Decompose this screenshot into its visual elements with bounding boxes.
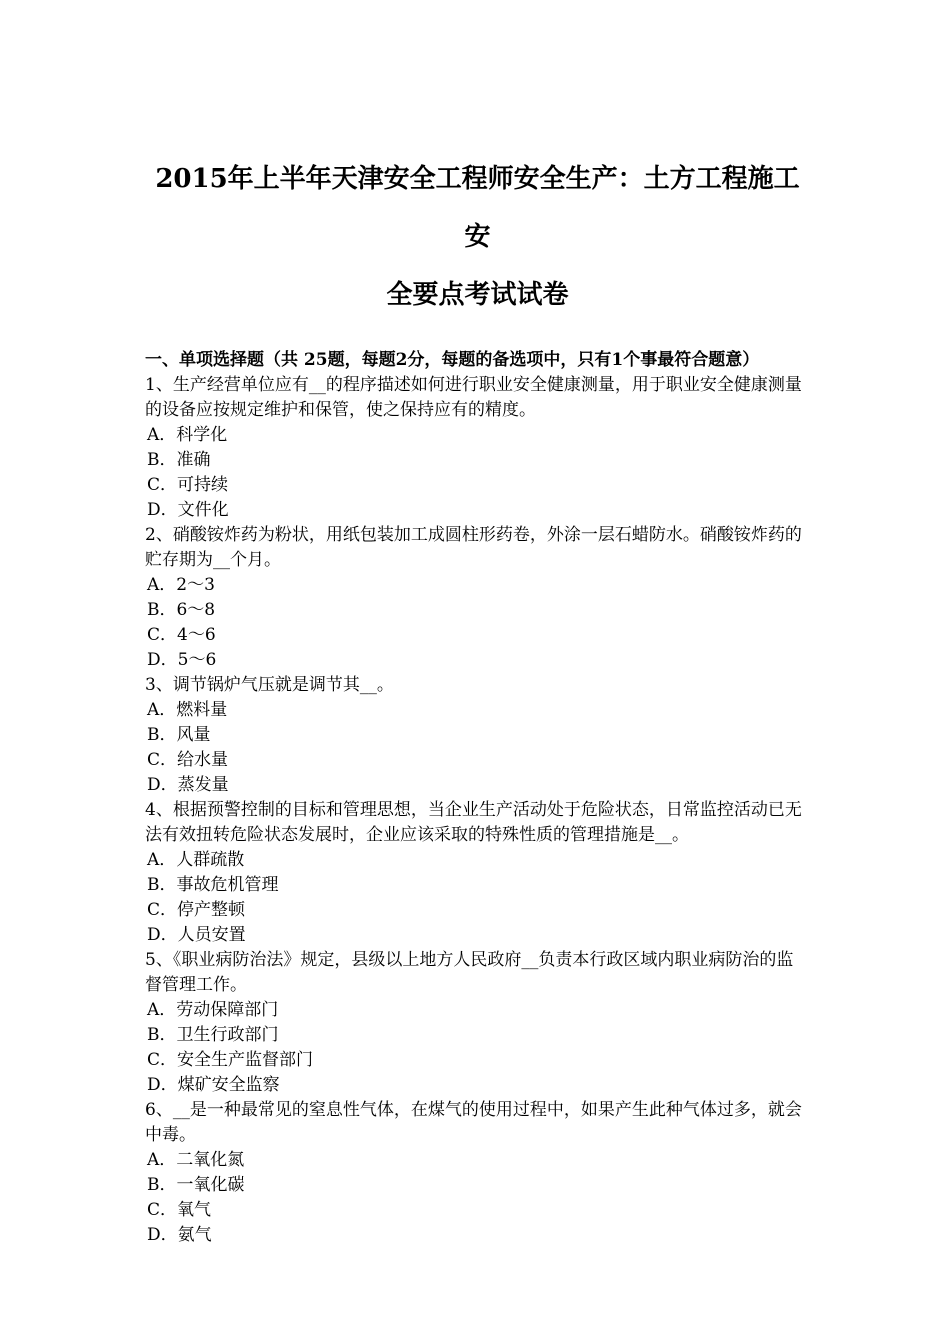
option-a: A．二氧化氮	[147, 1150, 245, 1170]
question-stem: 5、《职业病防治法》规定，县级以上地方人民政府__负责本行政区域内职业病防治的监督管理工作。	[145, 950, 794, 995]
title-line-2: 全要点考试试卷	[386, 280, 569, 310]
option-c: C．给水量	[147, 750, 229, 770]
question-6	[145, 1098, 810, 1248]
option-a: A．科学化	[147, 425, 228, 445]
option-b: B．风量	[147, 725, 211, 745]
option-a: A．人群疏散	[147, 850, 245, 870]
option-d: D．文件化	[147, 500, 229, 520]
option-c: C．可持续	[147, 475, 229, 495]
option-c: C．安全生产监督部门	[147, 1050, 314, 1070]
question-stem: 6、__是一种最常见的窒息性气体，在煤气的使用过程中，如果产生此种气体过多，就会中毒。	[145, 1100, 802, 1145]
question-3	[145, 673, 810, 798]
question-stem: 2、硝酸铵炸药为粉状，用纸包装加工成圆柱形药卷，外涂一层石蜡防水。硝酸铵炸药的贮存期为__个月。	[145, 525, 802, 570]
title-line-1: 2015年上半年天津安全工程师安全生产：土方工程施工安	[155, 164, 800, 252]
question-stem: 3、调节锅炉气压就是调节其__。	[145, 675, 394, 695]
option-d: D．氨气	[147, 1225, 212, 1245]
exam-title	[145, 150, 810, 324]
question-stem: 1、生产经营单位应有__的程序描述如何进行职业安全健康测量，用于职业安全健康测量的设备应按规定维护和保管，使之保持应有的精度。	[145, 375, 802, 420]
option-b: B．一氧化碳	[147, 1175, 245, 1195]
option-d: D．人员安置	[147, 925, 246, 945]
option-a: A．2～3	[147, 575, 215, 595]
option-c: C．停产整顿	[147, 900, 246, 920]
question-stem: 4、根据预警控制的目标和管理思想，当企业生产活动处于危险状态，日常监控活动已无法有效扭转危险状态发展时，企业应该采取的特殊性质的管理措施是__。	[145, 800, 802, 845]
question-2	[145, 523, 810, 673]
option-b: B．事故危机管理	[147, 875, 279, 895]
option-a: A．燃料量	[147, 700, 228, 720]
question-4	[145, 798, 810, 948]
option-c: C．氧气	[147, 1200, 212, 1220]
option-d: D．蒸发量	[147, 775, 229, 795]
option-b: B．卫生行政部门	[147, 1025, 279, 1045]
option-d: D．煤矿安全监察	[147, 1075, 280, 1095]
option-a: A．劳动保障部门	[147, 1000, 279, 1020]
section-heading: 一、单项选择题（共 25题，每题2分，每题的备选项中，只有1个事最符合题意）	[145, 350, 760, 370]
option-c: C．4～6	[147, 625, 216, 645]
option-d: D．5～6	[147, 650, 217, 670]
option-b: B．6～8	[147, 600, 216, 620]
question-5	[145, 948, 810, 1098]
exam-page	[145, 150, 810, 1248]
option-b: B．准确	[147, 450, 211, 470]
question-1	[145, 373, 810, 523]
